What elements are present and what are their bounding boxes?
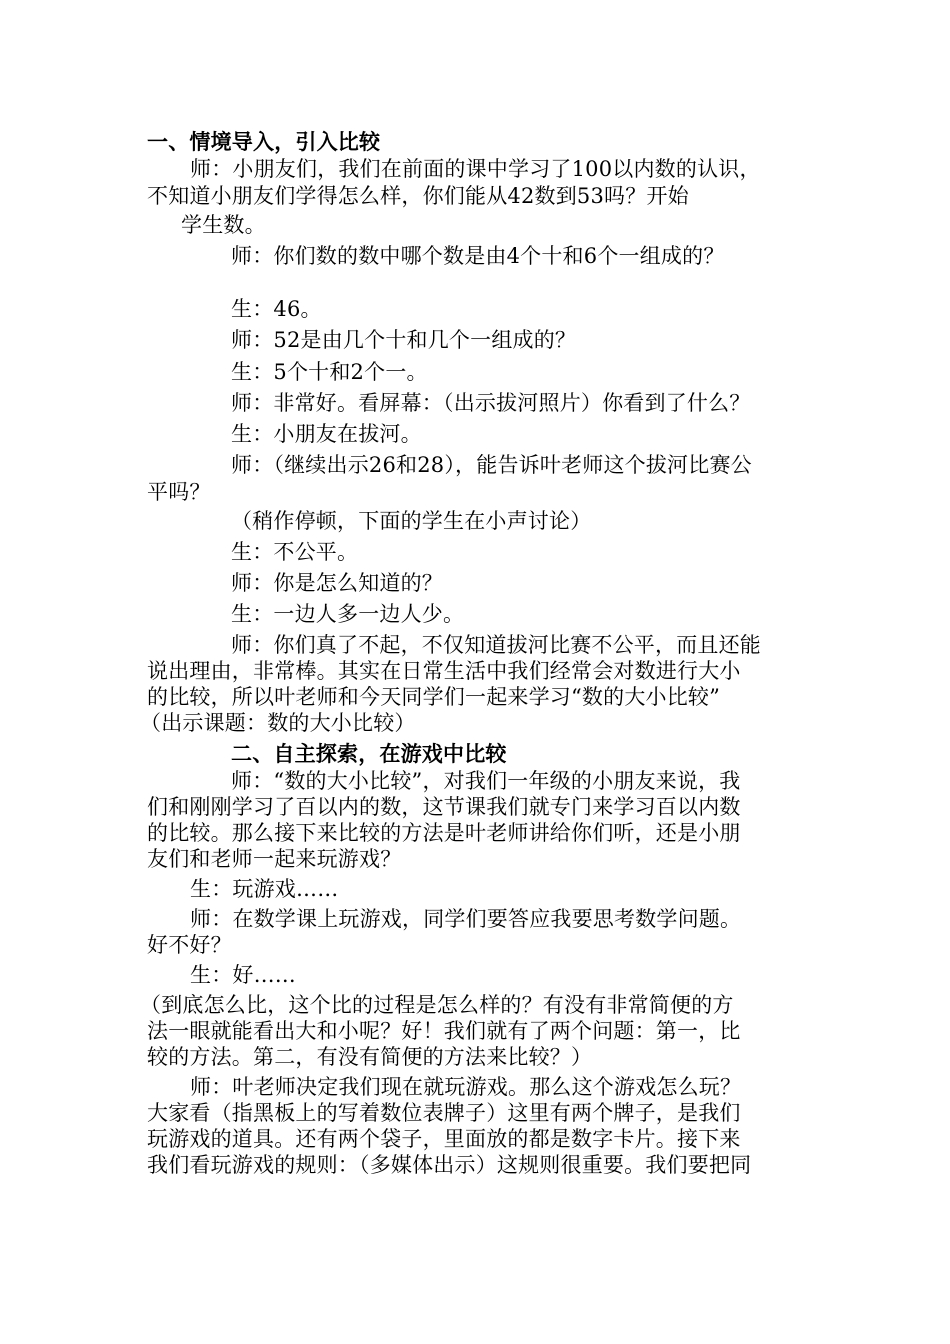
text-line: 师：你们真了不起，不仅知道拔河比赛不公平，而且还能	[231, 633, 761, 657]
text-line: 较的方法。第二，有没有简便的方法来比较？）	[147, 1045, 593, 1069]
text-line: 师：叶老师决定我们现在就玩游戏。那么这个游戏怎么玩？	[190, 1075, 742, 1099]
text-line: 生：小朋友在拔河。	[231, 422, 422, 446]
text-line: 的比较，所以叶老师和今天同学们一起来学习“数的大小比较”	[147, 685, 721, 709]
text-line: 平吗？	[147, 480, 211, 504]
text-line: 生：46。	[231, 297, 322, 321]
text-line: 生：好……	[190, 963, 296, 987]
text-line: 的比较。那么接下来比较的方法是叶老师讲给你们听，还是小朋	[147, 821, 741, 845]
text-line: 大家看（指黑板上的写着数位表牌子）这里有两个牌子，是我们	[147, 1101, 741, 1125]
text-line: 不知道小朋友们学得怎么样，你们能从42数到53吗？开始	[147, 184, 689, 208]
text-line: 师：“数的大小比较”，对我们一年级的小朋友来说，我	[231, 769, 741, 793]
text-line: 生：玩游戏……	[190, 877, 339, 901]
text-line: 玩游戏的道具。还有两个袋子，里面放的都是数字卡片。接下来	[147, 1127, 741, 1151]
text-line: 师：在数学课上玩游戏，同学们要答应我要思考数学问题。	[190, 907, 742, 931]
text-line: 师：52是由几个十和几个一组成的？	[231, 328, 577, 352]
text-line: 生：不公平。	[231, 540, 359, 564]
text-line: 法一眼就能看出大和小呢？好！我们就有了两个问题：第一，比	[147, 1019, 741, 1043]
section-heading-2: 二、自主探索，在游戏中比较	[231, 741, 507, 766]
text-line: （出示课题：数的大小比较）	[140, 711, 416, 735]
text-line: 师：（继续出示26和28），能告诉叶老师这个拔河比赛公	[231, 453, 752, 477]
section-heading-1: 一、情境导入，引入比较	[147, 129, 381, 154]
text-line: 师：你是怎么知道的？	[231, 571, 443, 595]
text-line: 学生数。	[181, 213, 266, 237]
text-line: 生：一边人多一边人少。	[231, 602, 465, 626]
text-line: 师：非常好。看屏幕：（出示拔河照片）你看到了什么？	[231, 391, 751, 415]
text-line: 我们看玩游戏的规则：（多媒体出示）这规则很重要。我们要把同	[147, 1153, 752, 1177]
text-line: 说出理由，非常棒。其实在日常生活中我们经常会对数进行大小	[147, 659, 741, 683]
text-line: 好不好？	[147, 933, 232, 957]
text-line: 师：小朋友们，我们在前面的课中学习了100以内数的认识，	[190, 157, 761, 181]
text-line: 友们和老师一起来玩游戏？	[147, 847, 402, 871]
text-line: 们和刚刚学习了百以内的数，这节课我们就专门来学习百以内数	[147, 795, 741, 819]
text-line: （到底怎么比，这个比的过程是怎么样的？有没有非常简便的方	[140, 993, 734, 1017]
text-line: 生：5个十和2个一。	[231, 360, 428, 384]
text-line: （稍作停顿，下面的学生在小声讨论）	[231, 509, 592, 533]
text-line: 师：你们数的数中哪个数是由4个十和6个一组成的？	[231, 244, 725, 268]
